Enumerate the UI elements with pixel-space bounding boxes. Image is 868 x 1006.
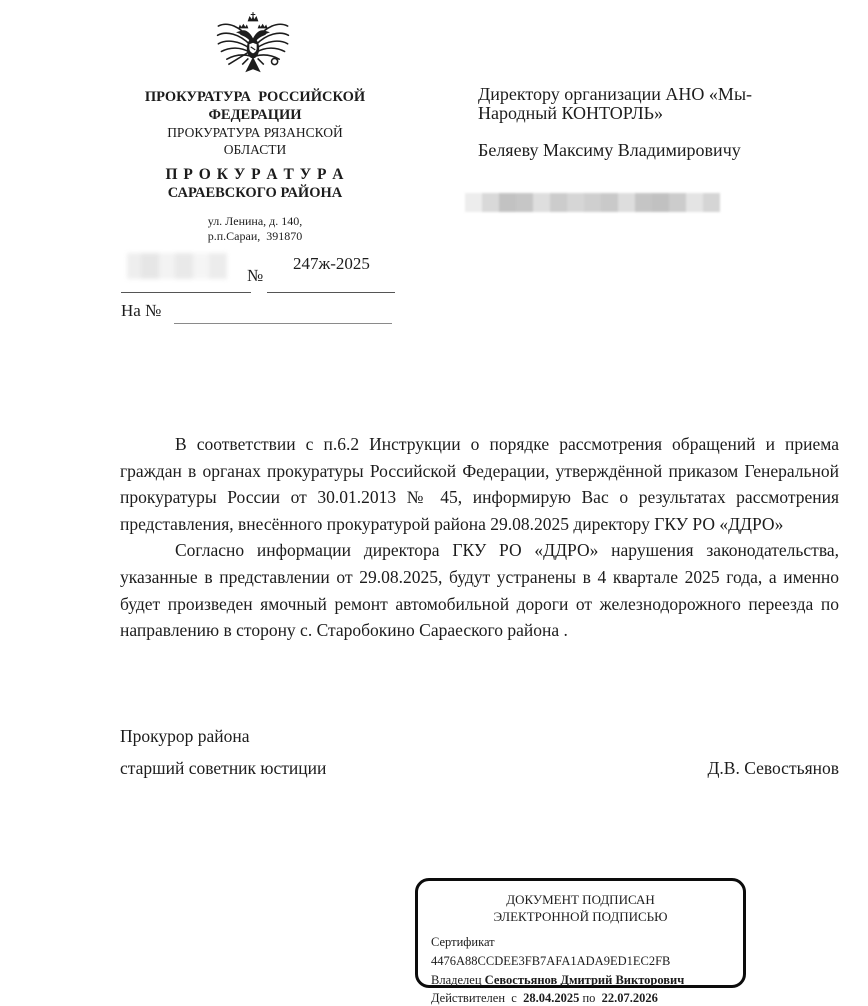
outgoing-number: 247ж-2025	[293, 254, 370, 273]
letterhead-address-line1: ул. Ленина, д. 140,	[207, 214, 303, 228]
redacted-date-blur	[127, 253, 227, 279]
validity-to: 22.07.2026	[601, 991, 658, 1006]
letterhead-region-line1: ПРОКУРАТУРА РЯЗАНСКОЙ	[167, 125, 343, 140]
redacted-text-blur	[465, 193, 720, 212]
recipient-person: Беляеву Максиму Владимировичу	[478, 140, 741, 160]
signer-position-line1: Прокурор района	[120, 726, 250, 746]
letterhead-federation-line2: ФЕДЕРАЦИИ	[208, 107, 302, 123]
letterhead-federation-line1: ПРОКУРАТУРА РОССИЙСКОЙ	[144, 89, 366, 105]
certificate-value: 4476A88CCDEE3FB7AFA1ADA9ED1EC2FB	[431, 953, 671, 968]
number-sign: №	[247, 266, 264, 285]
certificate-label: Сертификат	[431, 935, 495, 949]
stamp-title-line2: ЭЛЕКТРОННОЙ ПОДПИСЬЮ	[493, 908, 668, 924]
stamp-owner-line	[431, 971, 733, 990]
number-underline	[267, 292, 395, 293]
letter-body	[120, 431, 839, 644]
letterhead-address-line2: р.п.Сараи, 391870	[207, 229, 303, 243]
reply-to-label: На №	[121, 301, 162, 320]
recipient-block	[478, 85, 784, 160]
letterhead-district-line1: П Р О К У Р А Т У Р А	[165, 166, 345, 183]
letterhead-region-line2: ОБЛАСТИ	[223, 142, 287, 157]
owner-label: Владелец	[431, 972, 482, 987]
letterhead	[108, 88, 402, 244]
body-paragraph-1: В соответствии с п.6.2 Инструкции о порядке рассмотрения обращений и приема граждан в органах прокуратуры Российской Федерации, утверждённой приказом Генеральной прокуратуры России от 30.01.2013 № 45, информирую Вас о результатах рассмотрения представления, внесённого прокуратурой района 29.08.2025 директору ГКУ РО «ДДРО»	[120, 434, 839, 534]
date-underline	[121, 292, 251, 293]
recipient-organization: Директору организации АНО «Мы-Народный КОНТОРЛЬ»	[478, 84, 753, 123]
letterhead-district-line2: САРАЕВСКОГО РАЙОНА	[167, 185, 343, 201]
signer-position-line2: старший советник юстиции	[120, 758, 327, 778]
validity-middle: по	[582, 991, 596, 1006]
stamp-certificate-line	[431, 933, 733, 971]
body-paragraph-2: Согласно информации директора ГКУ РО «ДДРО» нарушения законодательства, указанные в представлении от 29.08.2025, будут устранены в 4 квартале 2025 года, а именно будет произведен ямочный ремонт автомобильной дороги от железнодорожного переезда по направлению в сторону с. Старобокино Сараеского района .	[120, 540, 839, 641]
stamp-title-line1: ДОКУМЕНТ ПОДПИСАН	[506, 892, 655, 907]
stamp-validity-line	[431, 989, 733, 1006]
signer-name: Д.В. Севостьянов	[707, 758, 839, 778]
owner-value: Севостьянов Дмитрий Викторович	[484, 972, 685, 987]
russian-coat-of-arms-icon	[214, 6, 292, 80]
validity-from: 28.04.2025	[523, 991, 580, 1006]
reply-to-underline	[174, 323, 392, 324]
validity-label: Действителен с	[431, 991, 517, 1006]
signature-block	[120, 726, 839, 779]
electronic-signature-stamp	[415, 878, 746, 1006]
